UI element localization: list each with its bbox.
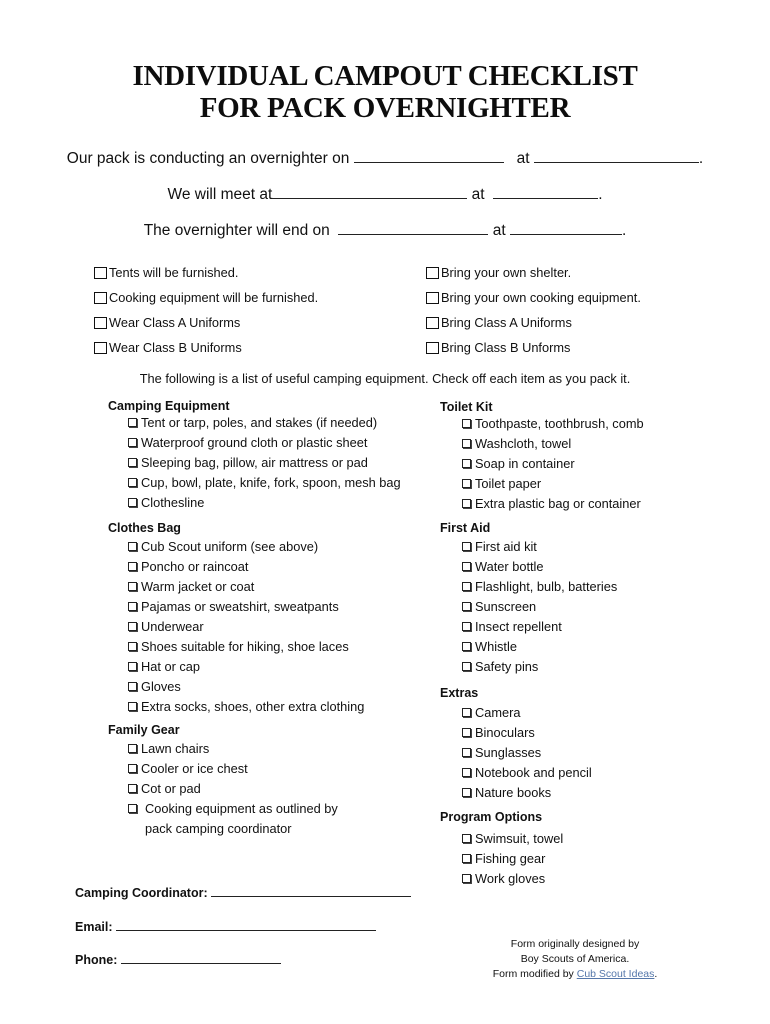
checkbox-icon[interactable]	[462, 459, 471, 468]
checkbox-icon[interactable]	[462, 708, 471, 717]
section-title-clothes-bag: Clothes Bag	[108, 521, 181, 535]
list-item[interactable]: Clothesline	[128, 493, 428, 513]
list-item[interactable]: Extra plastic bag or container	[462, 494, 740, 514]
checkbox-icon[interactable]	[462, 419, 471, 428]
coordinator-field	[75, 882, 411, 900]
list-item[interactable]: Tent or tarp, poles, and stakes (if needed)	[128, 413, 428, 433]
checkbox-icon[interactable]	[128, 662, 137, 671]
list-item[interactable]: Shoes suitable for hiking, shoe laces	[128, 637, 428, 657]
list-item[interactable]: Gloves	[128, 677, 428, 697]
list-item[interactable]: Sleeping bag, pillow, air mattress or pad	[128, 453, 428, 473]
list-item[interactable]: Sunglasses	[462, 743, 740, 763]
credit-line-1: Form originally designed by	[510, 938, 640, 950]
phone-label: Phone:	[75, 953, 118, 967]
time-blank-3[interactable]	[510, 220, 622, 235]
option-label: Wear Class B Uniforms	[109, 340, 242, 355]
intro-text: The following is a list of useful camping equipment. Check off each item as you pack it.	[139, 371, 631, 386]
list-item[interactable]: Safety pins	[462, 657, 740, 677]
list-item[interactable]: Cup, bowl, plate, knife, fork, spoon, mesh bag	[128, 473, 428, 493]
end-line: The overnighter will end on at .	[143, 222, 627, 239]
checkbox-icon[interactable]	[128, 682, 137, 691]
checkbox-icon[interactable]	[462, 834, 471, 843]
list-item[interactable]: Water bottle	[462, 557, 740, 577]
list-item[interactable]: Lawn chairs	[128, 739, 428, 759]
family-gear-list	[128, 739, 428, 839]
phone-field	[75, 949, 281, 967]
list-item[interactable]: Poncho or raincoat	[128, 557, 428, 577]
list-item[interactable]: Cooking equipment as outlined by pack camping coordinator	[128, 799, 368, 839]
checkbox-icon[interactable]	[94, 317, 107, 329]
checkbox-icon[interactable]	[128, 804, 137, 813]
list-item[interactable]: Work gloves	[462, 869, 740, 889]
list-item[interactable]: Toothpaste, toothbrush, comb	[462, 414, 740, 434]
at-label-2: at	[471, 186, 485, 203]
list-item[interactable]: Swimsuit, towel	[462, 829, 740, 849]
option-right-1[interactable]	[426, 290, 641, 305]
option-left-2[interactable]	[94, 315, 240, 330]
checkbox-icon[interactable]	[94, 342, 107, 354]
extras-list	[462, 703, 740, 803]
time-blank-2[interactable]	[493, 184, 598, 199]
list-item[interactable]: Camera	[462, 703, 740, 723]
clothes-bag-list	[128, 537, 428, 717]
checkbox-icon[interactable]	[128, 602, 137, 611]
checkbox-icon[interactable]	[462, 854, 471, 863]
list-item[interactable]: Washcloth, towel	[462, 434, 740, 454]
section-title-program-options: Program Options	[440, 810, 543, 824]
list-item[interactable]: Pajamas or sweatshirt, sweatpants	[128, 597, 428, 617]
checkbox-icon[interactable]	[462, 662, 471, 671]
email-field	[75, 916, 376, 934]
checkbox-icon[interactable]	[462, 542, 471, 551]
checkbox-icon[interactable]	[128, 622, 137, 631]
list-item[interactable]: Extra socks, shoes, other extra clothing	[128, 697, 428, 717]
checkbox-icon[interactable]	[94, 267, 107, 279]
toilet-kit-list	[462, 414, 740, 514]
checkbox-icon[interactable]	[128, 702, 137, 711]
camping-equipment-list	[128, 413, 428, 513]
list-item[interactable]: Binoculars	[462, 723, 740, 743]
option-right-0[interactable]	[426, 265, 571, 280]
title-line-1: INDIVIDUAL CAMPOUT CHECKLIST	[132, 60, 638, 92]
list-item[interactable]: Flashlight, bulb, batteries	[462, 577, 740, 597]
program-options-list	[462, 829, 740, 889]
section-title-toilet-kit: Toilet Kit	[440, 400, 493, 414]
at-label-3: at	[492, 222, 506, 239]
list-item[interactable]: Cub Scout uniform (see above)	[128, 537, 428, 557]
checkbox-icon[interactable]	[462, 788, 471, 797]
cub-scout-ideas-link[interactable]: Cub Scout Ideas	[576, 968, 655, 980]
option-right-3[interactable]	[426, 340, 570, 355]
left-column	[108, 399, 428, 839]
option-label: Bring Class B Unforms	[441, 340, 571, 355]
list-item[interactable]: First aid kit	[462, 537, 740, 557]
email-label: Email:	[75, 920, 113, 934]
list-item[interactable]: Warm jacket or coat	[128, 577, 428, 597]
credit-line-3: Form modified by Cub Scout Ideas.	[492, 968, 658, 980]
option-label: Bring your own cooking equipment.	[441, 290, 641, 305]
end-label: The overnighter will end on	[143, 222, 330, 239]
email-blank[interactable]	[116, 916, 376, 931]
list-item[interactable]: Sunscreen	[462, 597, 740, 617]
checkbox-icon[interactable]	[462, 874, 471, 883]
section-title-camping-equipment: Camping Equipment	[108, 399, 230, 413]
list-item[interactable]: Waterproof ground cloth or plastic sheet	[128, 433, 428, 453]
checkbox-icon[interactable]	[462, 602, 471, 611]
checkbox-icon[interactable]	[462, 562, 471, 571]
checkbox-icon[interactable]	[128, 562, 137, 571]
credit-block	[470, 937, 680, 982]
option-label: Cooking equipment will be furnished.	[109, 290, 319, 305]
meet-label: We will meet at	[167, 186, 273, 203]
first-aid-list	[462, 537, 740, 677]
list-item[interactable]: Notebook and pencil	[462, 763, 740, 783]
at-label-1: at	[516, 150, 530, 167]
right-column	[440, 400, 740, 889]
checkbox-icon[interactable]	[426, 292, 439, 304]
list-item[interactable]: Whistle	[462, 637, 740, 657]
meet-place-blank[interactable]	[272, 184, 467, 199]
checkbox-icon[interactable]	[462, 582, 471, 591]
option-label: Tents will be furnished.	[109, 265, 239, 280]
checkbox-icon[interactable]	[462, 642, 471, 651]
conducting-line: Our pack is conducting an overnighter on at .	[66, 150, 704, 167]
checkbox-icon[interactable]	[128, 458, 137, 467]
checkbox-icon[interactable]	[462, 728, 471, 737]
coordinator-blank[interactable]	[211, 882, 411, 897]
checkbox-icon[interactable]	[128, 542, 137, 551]
checkbox-icon[interactable]	[128, 764, 137, 773]
checkbox-icon[interactable]	[128, 582, 137, 591]
checkbox-icon[interactable]	[462, 768, 471, 777]
checkbox-icon[interactable]	[462, 439, 471, 448]
time-blank-1[interactable]	[534, 148, 699, 163]
title-line-2: FOR PACK OVERNIGHTER	[199, 92, 571, 124]
list-item[interactable]: Toilet paper	[462, 474, 740, 494]
list-item[interactable]: Insect repellent	[462, 617, 740, 637]
checkbox-icon[interactable]	[128, 784, 137, 793]
coordinator-label: Camping Coordinator:	[75, 886, 208, 900]
checkbox-icon[interactable]	[128, 478, 137, 487]
credit-line-2: Boy Scouts of America.	[520, 953, 630, 965]
section-title-first-aid: First Aid	[440, 521, 491, 535]
checkbox-icon[interactable]	[462, 622, 471, 631]
checkbox-icon[interactable]	[462, 479, 471, 488]
checkbox-icon[interactable]	[94, 292, 107, 304]
option-label: Bring Class A Uniforms	[441, 315, 572, 330]
meet-line: We will meet at at .	[167, 186, 603, 203]
checkbox-icon[interactable]	[426, 267, 439, 279]
list-item[interactable]: Underwear	[128, 617, 428, 637]
list-item[interactable]: Fishing gear	[462, 849, 740, 869]
option-label: Wear Class A Uniforms	[109, 315, 241, 330]
date-blank[interactable]	[354, 148, 504, 163]
conducting-label: Our pack is conducting an overnighter on	[66, 150, 350, 167]
option-right-2[interactable]	[426, 315, 572, 330]
list-item[interactable]: Nature books	[462, 783, 740, 803]
checkbox-icon[interactable]	[462, 499, 471, 508]
list-item[interactable]: Soap in container	[462, 454, 740, 474]
list-item[interactable]: Cot or pad	[128, 779, 428, 799]
checkbox-icon[interactable]	[128, 744, 137, 753]
option-left-3[interactable]	[94, 340, 242, 355]
end-date-blank[interactable]	[338, 220, 488, 235]
option-left-0[interactable]	[94, 265, 238, 280]
checkbox-icon[interactable]	[426, 317, 439, 329]
checkbox-icon[interactable]	[128, 642, 137, 651]
checkbox-icon[interactable]	[426, 342, 439, 354]
checkbox-icon[interactable]	[128, 498, 137, 507]
option-left-1[interactable]	[94, 290, 318, 305]
list-item[interactable]: Hat or cap	[128, 657, 428, 677]
option-label: Bring your own shelter.	[441, 265, 572, 280]
checkbox-icon[interactable]	[462, 748, 471, 757]
section-title-family-gear: Family Gear	[108, 723, 180, 737]
phone-blank[interactable]	[121, 949, 281, 964]
checkbox-icon[interactable]	[128, 418, 137, 427]
checkbox-icon[interactable]	[128, 438, 137, 447]
section-title-extras: Extras	[440, 686, 479, 700]
list-item[interactable]: Cooler or ice chest	[128, 759, 428, 779]
